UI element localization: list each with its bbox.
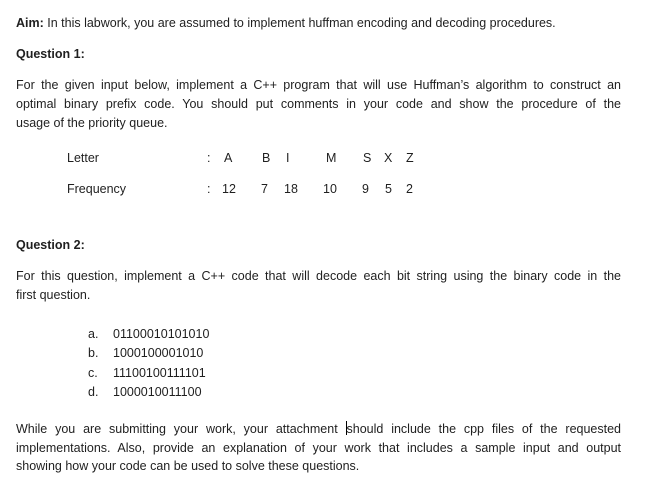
- aim-text: In this labwork, you are assumed to implement huffman encoding and decoding procedures.: [43, 16, 556, 30]
- question2-paragraph-line-1: For this question, implement a C++ code that will decode each bit string using the binary code in the: [16, 269, 621, 283]
- question1-heading: Question 1:: [16, 47, 85, 61]
- closing-line-1[interactable]: [16, 421, 621, 438]
- frequency-label: Frequency: [67, 182, 127, 196]
- list-marker-a: a.: [88, 327, 99, 341]
- bit-string-c: 11100100111101: [113, 366, 206, 380]
- list-item: [88, 326, 209, 343]
- list-marker-c: c.: [88, 366, 98, 380]
- list-item: [88, 365, 206, 382]
- letter-b: B: [262, 151, 271, 165]
- bit-string-b: 1000100001010: [113, 346, 204, 360]
- closing-line-1-after-caret: should include the cpp files of the requested: [346, 422, 621, 436]
- frequency-separator: :: [207, 182, 211, 196]
- frequency-i: 18: [284, 182, 298, 196]
- closing-line-2: implementations. Also, provide an explanation of your work that includes a sample input and output: [16, 441, 621, 455]
- letter-label: Letter: [67, 151, 99, 165]
- frequency-z: 2: [406, 182, 413, 196]
- letter-z: Z: [406, 151, 414, 165]
- frequency-s: 9: [362, 182, 369, 196]
- question1-paragraph-line-3: usage of the priority queue.: [16, 116, 168, 130]
- question1-paragraph-line-1: For the given input below, implement a C++ program that will use Huffman’s algorithm to construct an: [16, 78, 621, 92]
- aim-label: Aim:: [16, 16, 44, 30]
- letter-i: I: [286, 151, 290, 165]
- bit-string-d: 1000010011100: [113, 385, 202, 399]
- letter-a: A: [224, 151, 233, 165]
- aim-line: [16, 15, 556, 32]
- list-marker-d: d.: [88, 385, 99, 399]
- letter-separator: :: [207, 151, 211, 165]
- frequency-m: 10: [323, 182, 337, 196]
- list-item: [88, 345, 203, 362]
- question1-paragraph-line-2: optimal binary prefix code. You should put comments in your code and show the procedure of the: [16, 97, 621, 111]
- list-marker-b: b.: [88, 346, 99, 360]
- frequency-a: 12: [222, 182, 236, 196]
- closing-line-1-before-caret: While you are submitting your work, your attachment: [16, 422, 346, 436]
- letter-m: M: [326, 151, 337, 165]
- bit-string-a: 01100010101010: [113, 327, 210, 341]
- list-item: [88, 384, 202, 401]
- letter-x: X: [384, 151, 393, 165]
- question2-heading: Question 2:: [16, 238, 85, 252]
- frequency-b: 7: [261, 182, 268, 196]
- letter-s: S: [363, 151, 372, 165]
- closing-line-3: showing how your code can be used to solve these questions.: [16, 459, 360, 473]
- frequency-x: 5: [385, 182, 392, 196]
- question2-paragraph-line-2: first question.: [16, 288, 91, 302]
